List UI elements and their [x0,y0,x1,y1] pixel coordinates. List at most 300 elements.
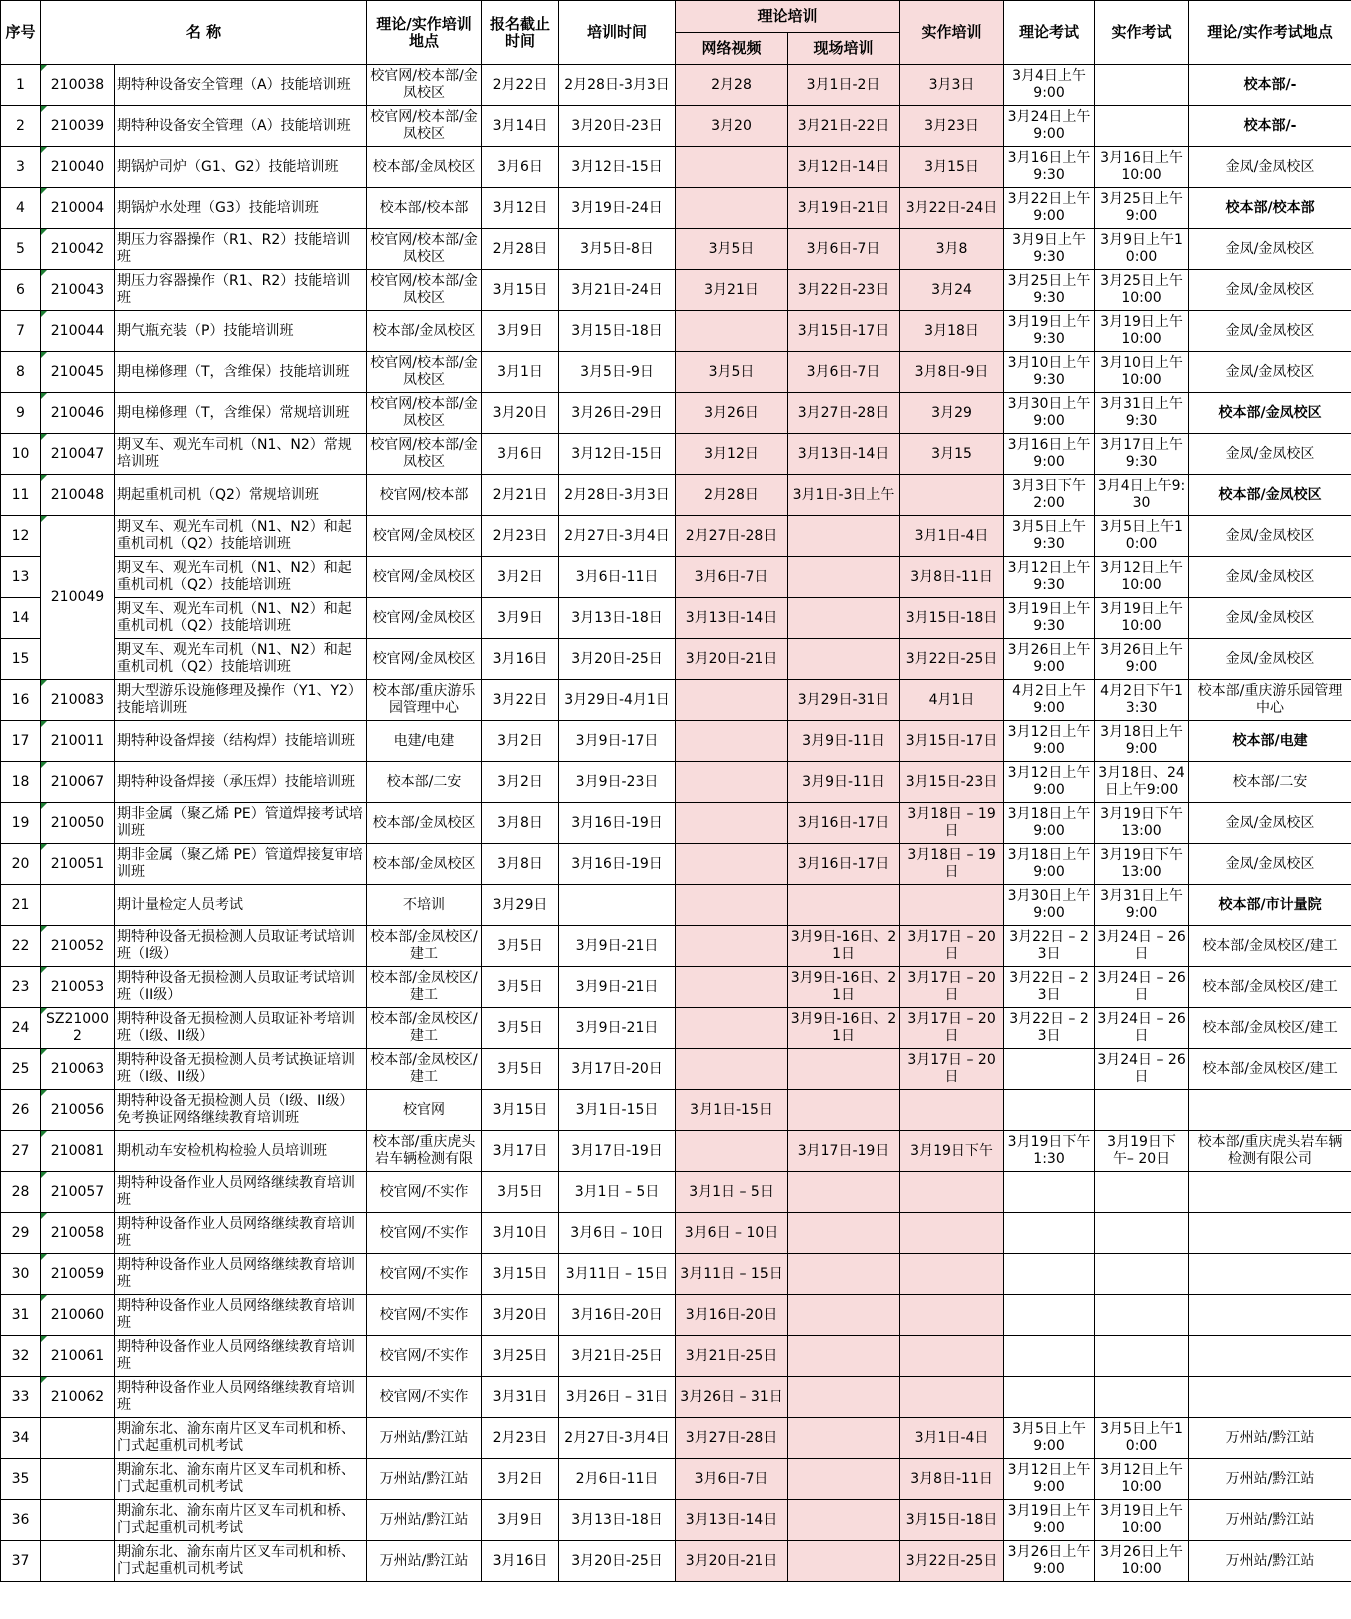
cell-practice-exam: 3月19日下午13:00 [1095,844,1189,885]
cell-onsite: 3月27日-28日 [788,393,900,434]
cell-exam-location: 校本部/重庆虎头岩车辆检测有限公司 [1189,1131,1351,1172]
cell-code: 210059 [41,1254,115,1295]
cell-deadline: 2月23日 [482,1418,559,1459]
cell-practice: 3月22日-25日 [900,1541,1004,1582]
cell-deadline: 3月20日 [482,1295,559,1336]
cell-code: 210052 [41,926,115,967]
cell-onsite: 3月15日-17日 [788,311,900,352]
cell-theory-exam: 3月19日上午9:30 [1004,311,1095,352]
cell-seq: 28 [1,1172,41,1213]
cell-onsite: 3月9日-11日 [788,762,900,803]
cell-name: 期压力容器操作（R1、R2）技能培训班 [115,270,367,311]
cell-seq: 2 [1,106,41,147]
cell-onsite [788,598,900,639]
cell-practice-exam: 3月19日上午10:00 [1095,598,1189,639]
cell-practice-exam: 3月25日上午9:00 [1095,188,1189,229]
cell-location: 校官网/不实作 [367,1172,482,1213]
cell-location: 校官网/校本部/金凤校区 [367,270,482,311]
cell-code: 210042 [41,229,115,270]
cell-deadline: 3月2日 [482,721,559,762]
cell-online: 2月27日-28日 [676,516,788,557]
cell-theory-exam: 3月26日上午9:00 [1004,639,1095,680]
cell-seq: 9 [1,393,41,434]
cell-code: 210044 [41,311,115,352]
cell-onsite: 3月9日-16日、21日 [788,967,900,1008]
table-row [1,188,1351,229]
cell-theory-exam: 3月12日上午9:00 [1004,762,1095,803]
cell-online: 3月20日-21日 [676,1541,788,1582]
cell-deadline: 3月17日 [482,1131,559,1172]
cell-onsite: 3月6日-7日 [788,352,900,393]
cell-name: 期压力容器操作（R1、R2）技能培训班 [115,229,367,270]
cell-location: 校本部/金凤校区/建工 [367,1008,482,1049]
cell-online: 3月13日-14日 [676,1500,788,1541]
cell-onsite [788,1254,900,1295]
cell-practice-exam: 3月16日上午10:00 [1095,147,1189,188]
cell-practice: 3月17日 – 20日 [900,967,1004,1008]
cell-name: 期特种设备无损检测人员取证考试培训班（II级） [115,967,367,1008]
cell-exam-location: 万州站/黔江站 [1189,1459,1351,1500]
cell-deadline: 2月23日 [482,516,559,557]
cell-code: 210011 [41,721,115,762]
cell-location: 校官网/校本部/金凤校区 [367,393,482,434]
table-row [1,803,1351,844]
cell-deadline: 3月12日 [482,188,559,229]
cell-exam-location [1189,1336,1351,1377]
cell-onsite [788,1336,900,1377]
cell-deadline: 3月5日 [482,1008,559,1049]
cell-seq: 26 [1,1090,41,1131]
cell-seq: 34 [1,1418,41,1459]
cell-exam-location: 校本部/金凤校区 [1189,393,1351,434]
cell-code [41,1459,115,1500]
cell-theory-exam: 3月16日上午9:30 [1004,147,1095,188]
cell-exam-location: 金凤/金凤校区 [1189,557,1351,598]
cell-practice-exam: 3月24日 – 26日 [1095,1049,1189,1090]
table-row [1,352,1351,393]
cell-practice: 3月19日下午 [900,1131,1004,1172]
cell-train-time: 3月5日-8日 [559,229,676,270]
cell-onsite: 3月22日-23日 [788,270,900,311]
cell-online [676,967,788,1008]
cell-deadline: 3月1日 [482,352,559,393]
cell-train-time: 3月20日-23日 [559,106,676,147]
cell-online: 3月6日-7日 [676,1459,788,1500]
cell-train-time: 3月9日-17日 [559,721,676,762]
cell-online [676,926,788,967]
cell-theory-exam: 3月12日上午9:00 [1004,721,1095,762]
cell-train-time: 3月17日-20日 [559,1049,676,1090]
table-row [1,270,1351,311]
cell-onsite: 3月12日-14日 [788,147,900,188]
cell-theory-exam [1004,1172,1095,1213]
cell-location: 校官网/不实作 [367,1213,482,1254]
cell-theory-exam [1004,1049,1095,1090]
cell-exam-location: 金凤/金凤校区 [1189,639,1351,680]
cell-name: 期气瓶充装（P）技能培训班 [115,311,367,352]
cell-name: 期锅炉司炉（G1、G2）技能培训班 [115,147,367,188]
cell-practice [900,1295,1004,1336]
table-row [1,1500,1351,1541]
cell-onsite [788,885,900,926]
cell-deadline: 2月28日 [482,229,559,270]
table-row [1,147,1351,188]
cell-seq: 32 [1,1336,41,1377]
cell-practice-exam: 3月26日上午9:00 [1095,639,1189,680]
cell-practice-exam: 3月24日 – 26日 [1095,967,1189,1008]
cell-onsite: 3月16日-17日 [788,803,900,844]
cell-train-time: 3月20日-25日 [559,639,676,680]
table-row [1,598,1351,639]
cell-deadline: 3月2日 [482,1459,559,1500]
cell-name: 期特种设备安全管理（A）技能培训班 [115,106,367,147]
cell-theory-exam: 3月18日上午9:00 [1004,844,1095,885]
cell-practice [900,1336,1004,1377]
cell-location: 校官网/不实作 [367,1254,482,1295]
cell-onsite [788,1418,900,1459]
cell-practice-exam: 3月19日上午10:00 [1095,311,1189,352]
table-row [1,844,1351,885]
cell-online: 3月12日 [676,434,788,475]
cell-name: 期电梯修理（T，含维保）技能培训班 [115,352,367,393]
cell-location: 校官网/校本部/金凤校区 [367,106,482,147]
cell-online [676,844,788,885]
table-row [1,926,1351,967]
cell-deadline: 2月21日 [482,475,559,516]
cell-train-time: 3月5日-9日 [559,352,676,393]
cell-online: 3月5日 [676,352,788,393]
cell-seq: 25 [1,1049,41,1090]
table-row [1,1049,1351,1090]
cell-name: 期非金属（聚乙烯 PE）管道焊接复审培训班 [115,844,367,885]
cell-location: 万州站/黔江站 [367,1500,482,1541]
cell-onsite [788,1172,900,1213]
cell-deadline: 3月10日 [482,1213,559,1254]
cell-seq: 19 [1,803,41,844]
cell-location: 校本部/金凤校区 [367,844,482,885]
cell-practice [900,885,1004,926]
cell-train-time: 2月28日-3月3日 [559,65,676,106]
table-row [1,1090,1351,1131]
cell-name: 期特种设备无损检测人员（I级、II级）免考换证网络继续教育培训班 [115,1090,367,1131]
cell-exam-location [1189,1377,1351,1418]
cell-deadline: 3月6日 [482,147,559,188]
cell-seq: 10 [1,434,41,475]
cell-exam-location: 校本部/- [1189,65,1351,106]
cell-onsite: 3月29日-31日 [788,680,900,721]
cell-code: 210056 [41,1090,115,1131]
table-header [1,1,1351,65]
cell-theory-exam [1004,1377,1095,1418]
cell-practice [900,1090,1004,1131]
cell-practice: 3月24 [900,270,1004,311]
cell-deadline: 3月29日 [482,885,559,926]
table-row [1,1418,1351,1459]
cell-practice: 3月17日 – 20日 [900,1008,1004,1049]
cell-theory-exam: 3月24日上午9:00 [1004,106,1095,147]
cell-train-time: 3月16日-20日 [559,1295,676,1336]
cell-online: 3月26日 [676,393,788,434]
cell-train-time: 3月1日 – 5日 [559,1172,676,1213]
cell-onsite: 3月13日-14日 [788,434,900,475]
cell-exam-location: 金凤/金凤校区 [1189,229,1351,270]
cell-exam-location: 金凤/金凤校区 [1189,598,1351,639]
cell-code: 210051 [41,844,115,885]
cell-seq: 27 [1,1131,41,1172]
cell-location: 万州站/黔江站 [367,1541,482,1582]
cell-deadline: 3月25日 [482,1336,559,1377]
cell-onsite: 3月1日-3日上午 [788,475,900,516]
cell-location: 校官网/不实作 [367,1295,482,1336]
cell-exam-location: 校本部/金凤校区 [1189,475,1351,516]
cell-practice: 3月8日-11日 [900,1459,1004,1500]
cell-train-time [559,885,676,926]
cell-seq: 20 [1,844,41,885]
cell-theory-exam: 3月22日上午9:00 [1004,188,1095,229]
header-theory-exam: 理论考试 [1004,1,1095,65]
table-row [1,1459,1351,1500]
cell-location: 校官网/校本部/金凤校区 [367,229,482,270]
cell-practice-exam: 3月24日 – 26日 [1095,1008,1189,1049]
cell-exam-location: 万州站/黔江站 [1189,1500,1351,1541]
cell-name: 期特种设备作业人员网络继续教育培训班 [115,1377,367,1418]
cell-train-time: 3月9日-21日 [559,926,676,967]
cell-practice-exam [1095,65,1189,106]
cell-train-time: 3月9日-21日 [559,1008,676,1049]
header-location: 理论/实作培训地点 [367,1,482,65]
cell-practice-exam: 3月12日上午10:00 [1095,1459,1189,1500]
cell-location: 校本部/金凤校区/建工 [367,967,482,1008]
cell-online [676,721,788,762]
cell-practice-exam: 3月25日上午10:00 [1095,270,1189,311]
cell-location: 校本部/金凤校区 [367,803,482,844]
cell-name: 期锅炉水处理（G3）技能培训班 [115,188,367,229]
cell-seq: 18 [1,762,41,803]
cell-location: 校官网/不实作 [367,1336,482,1377]
cell-exam-location: 金凤/金凤校区 [1189,352,1351,393]
cell-train-time: 3月6日-11日 [559,557,676,598]
cell-practice [900,1254,1004,1295]
cell-code: 210004 [41,188,115,229]
cell-practice: 3月22日-24日 [900,188,1004,229]
cell-theory-exam [1004,1254,1095,1295]
cell-name: 期大型游乐设施修理及操作（Y1、Y2）技能培训班 [115,680,367,721]
cell-seq: 15 [1,639,41,680]
cell-online [676,311,788,352]
cell-location: 校官网/校本部/金凤校区 [367,434,482,475]
cell-seq: 35 [1,1459,41,1500]
cell-location: 校官网/金凤校区 [367,516,482,557]
cell-deadline: 3月15日 [482,1090,559,1131]
cell-location: 校本部/重庆虎头岩车辆检测有限 [367,1131,482,1172]
cell-theory-exam: 3月30日上午9:00 [1004,393,1095,434]
header-seq: 序号 [1,1,41,65]
cell-theory-exam: 3月19日上午9:00 [1004,1500,1095,1541]
cell-practice-exam: 3月19日下午13:00 [1095,803,1189,844]
cell-train-time: 3月21日-25日 [559,1336,676,1377]
cell-deadline: 3月5日 [482,1049,559,1090]
cell-code: 210063 [41,1049,115,1090]
cell-exam-location [1189,1172,1351,1213]
cell-practice: 3月15日-17日 [900,721,1004,762]
header-deadline: 报名截止时间 [482,1,559,65]
header-train-time: 培训时间 [559,1,676,65]
header-theory-group: 理论培训 [676,1,900,33]
cell-online: 3月20 [676,106,788,147]
cell-location: 校本部/校本部 [367,188,482,229]
cell-online [676,1049,788,1090]
cell-name: 期渝东北、渝东南片区叉车司机和桥、门式起重机司机考试 [115,1459,367,1500]
table-row [1,1541,1351,1582]
cell-train-time: 3月29日-4月1日 [559,680,676,721]
cell-seq: 22 [1,926,41,967]
cell-location: 不培训 [367,885,482,926]
cell-online [676,1131,788,1172]
cell-name: 期起重机司机（Q2）常规培训班 [115,475,367,516]
cell-train-time: 3月9日-23日 [559,762,676,803]
cell-code: 210061 [41,1336,115,1377]
cell-theory-exam: 3月12日上午9:30 [1004,557,1095,598]
cell-train-time: 3月17日-19日 [559,1131,676,1172]
cell-seq: 5 [1,229,41,270]
cell-exam-location: 校本部/市计量院 [1189,885,1351,926]
cell-exam-location: 校本部/金凤校区/建工 [1189,967,1351,1008]
cell-deadline: 3月31日 [482,1377,559,1418]
cell-code: 210047 [41,434,115,475]
cell-location: 万州站/黔江站 [367,1459,482,1500]
cell-theory-exam: 3月10日上午9:30 [1004,352,1095,393]
cell-online: 3月26日 – 31日 [676,1377,788,1418]
cell-code: 210046 [41,393,115,434]
table-row [1,1377,1351,1418]
cell-name: 期特种设备作业人员网络继续教育培训班 [115,1295,367,1336]
cell-practice-exam [1095,1377,1189,1418]
cell-practice-exam: 3月4日上午9:30 [1095,475,1189,516]
header-online: 网络视频 [676,33,788,65]
cell-practice-exam: 3月5日上午10:00 [1095,1418,1189,1459]
cell-seq: 13 [1,557,41,598]
cell-location: 校官网/金凤校区 [367,639,482,680]
cell-name: 期叉车、观光车司机（N1、N2）常规培训班 [115,434,367,475]
cell-practice: 3月18日 – 19日 [900,803,1004,844]
cell-theory-exam: 3月12日上午9:00 [1004,1459,1095,1500]
cell-train-time: 3月26日 – 31日 [559,1377,676,1418]
cell-seq: 12 [1,516,41,557]
cell-practice [900,1172,1004,1213]
cell-practice: 3月15日 [900,147,1004,188]
cell-deadline: 3月8日 [482,844,559,885]
cell-code: 210081 [41,1131,115,1172]
cell-name: 期电梯修理（T，含维保）常规培训班 [115,393,367,434]
cell-deadline: 3月5日 [482,926,559,967]
table-row [1,229,1351,270]
cell-exam-location [1189,1295,1351,1336]
cell-theory-exam [1004,1295,1095,1336]
cell-code: 210039 [41,106,115,147]
cell-practice-exam: 3月17日上午9:30 [1095,434,1189,475]
cell-practice: 3月3日 [900,65,1004,106]
cell-practice [900,1213,1004,1254]
cell-deadline: 3月16日 [482,639,559,680]
cell-seq: 1 [1,65,41,106]
cell-online: 3月16日-20日 [676,1295,788,1336]
header-name: 名 称 [41,1,367,65]
cell-deadline: 3月5日 [482,967,559,1008]
cell-location: 校官网/校本部/金凤校区 [367,352,482,393]
cell-deadline: 2月22日 [482,65,559,106]
cell-practice: 3月17日 – 20日 [900,1049,1004,1090]
cell-train-time: 3月21日-24日 [559,270,676,311]
cell-location: 校本部/二安 [367,762,482,803]
cell-exam-location: 校本部/校本部 [1189,188,1351,229]
cell-online: 3月1日-15日 [676,1090,788,1131]
cell-train-time: 3月12日-15日 [559,434,676,475]
cell-onsite: 3月9日-16日、21日 [788,1008,900,1049]
cell-seq: 33 [1,1377,41,1418]
table-row [1,1254,1351,1295]
cell-seq: 7 [1,311,41,352]
cell-deadline: 3月9日 [482,1500,559,1541]
cell-online [676,762,788,803]
cell-practice-exam: 3月18日、24日上午9:00 [1095,762,1189,803]
cell-exam-location [1189,1254,1351,1295]
cell-theory-exam: 4月2日上午9:00 [1004,680,1095,721]
cell-seq: 29 [1,1213,41,1254]
cell-practice-exam: 3月19日下午– 20日 [1095,1131,1189,1172]
cell-onsite: 3月17日-19日 [788,1131,900,1172]
cell-deadline: 3月5日 [482,1172,559,1213]
cell-theory-exam: 3月4日上午9:00 [1004,65,1095,106]
cell-online: 3月1日 – 5日 [676,1172,788,1213]
cell-name: 期渝东北、渝东南片区叉车司机和桥、门式起重机司机考试 [115,1500,367,1541]
header-exam-location: 理论/实作考试地点 [1189,1,1351,65]
cell-theory-exam: 3月22日 – 23日 [1004,967,1095,1008]
cell-theory-exam: 3月26日上午9:00 [1004,1541,1095,1582]
table-row [1,475,1351,516]
cell-code: 210049 [41,516,115,680]
cell-practice-exam: 3月31日上午9:00 [1095,885,1189,926]
cell-practice: 3月8日-11日 [900,557,1004,598]
cell-practice-exam [1095,1213,1189,1254]
cell-seq: 31 [1,1295,41,1336]
table-row [1,762,1351,803]
cell-code: 210040 [41,147,115,188]
cell-seq: 3 [1,147,41,188]
cell-practice: 3月18日 – 19日 [900,844,1004,885]
table-row [1,1172,1351,1213]
cell-name: 期叉车、观光车司机（N1、N2）和起重机司机（Q2）技能培训班 [115,639,367,680]
cell-online [676,885,788,926]
cell-deadline: 3月15日 [482,270,559,311]
cell-theory-exam: 3月5日上午9:30 [1004,516,1095,557]
cell-onsite [788,1295,900,1336]
cell-train-time: 2月6日-11日 [559,1459,676,1500]
cell-practice-exam: 4月2日下午13:30 [1095,680,1189,721]
cell-onsite: 3月6日-7日 [788,229,900,270]
cell-location: 校本部/重庆游乐园管理中心 [367,680,482,721]
cell-exam-location: 校本部/二安 [1189,762,1351,803]
cell-practice: 3月15 [900,434,1004,475]
cell-code: 210058 [41,1213,115,1254]
cell-practice: 3月1日-4日 [900,1418,1004,1459]
cell-practice: 3月22日-25日 [900,639,1004,680]
cell-name: 期特种设备作业人员网络继续教育培训班 [115,1336,367,1377]
cell-train-time: 3月16日-19日 [559,803,676,844]
cell-train-time: 3月1日-15日 [559,1090,676,1131]
cell-online: 3月20日-21日 [676,639,788,680]
cell-onsite [788,516,900,557]
cell-seq: 17 [1,721,41,762]
